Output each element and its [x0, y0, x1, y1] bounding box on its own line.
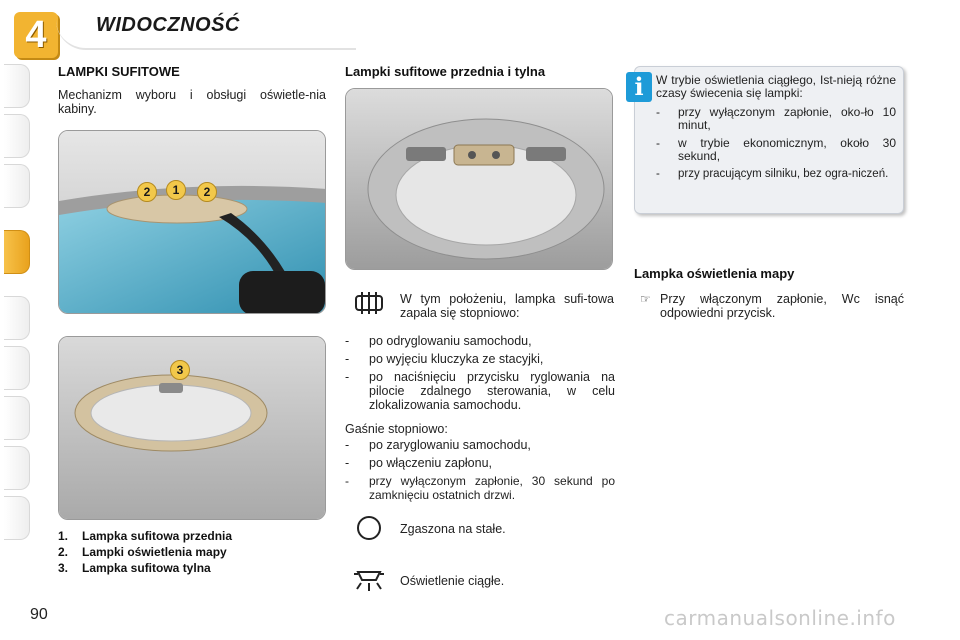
rear-ceiling-photo [58, 336, 326, 520]
legend-num: 1. [58, 529, 69, 543]
side-tab[interactable] [4, 114, 30, 158]
list-text: po zaryglowaniu samochodu, [369, 438, 531, 452]
side-tab[interactable] [4, 396, 30, 440]
map-lamp-item [640, 292, 904, 320]
on-conditions-list [345, 334, 615, 416]
list-dash: - [345, 370, 350, 384]
section-title-lampki: LAMPKI SUFITOWE [58, 64, 180, 79]
off-heading: Gaśnie stopniowo: [345, 422, 448, 436]
callout-3: 2 [197, 182, 217, 202]
photo-legend [58, 528, 328, 576]
list-text: po naciśnięciu przycisku ryglowania na pilocie zdalnego sterowania, w celu zlokalizowania samochodu. [369, 370, 615, 412]
info-icon: i [626, 72, 652, 102]
legend-text: Lampka sufitowa tylna [82, 561, 211, 575]
front-ceiling-photo [58, 130, 326, 314]
off-mode-text: Zgaszona na stałe. [400, 522, 506, 536]
legend-item [58, 560, 328, 576]
callout-rear: 3 [170, 360, 190, 380]
side-tab[interactable] [4, 446, 30, 490]
list-dash: - [656, 136, 660, 150]
legend-item [58, 544, 328, 560]
callout-2: 1 [166, 180, 186, 200]
off-conditions-list [345, 438, 615, 506]
side-tab[interactable] [4, 496, 30, 540]
callout-1: 2 [137, 182, 157, 202]
chapter-title: WIDOCZNOŚĆ [96, 14, 240, 36]
legend-num: 2. [58, 545, 69, 559]
lamp-off-icon [354, 514, 388, 542]
list-dash: - [656, 168, 660, 180]
side-tabs [0, 64, 34, 584]
list-dash: - [345, 438, 350, 452]
list-item [656, 137, 896, 163]
list-dash: - [345, 352, 350, 366]
list-text: po odryglowaniu samochodu, [369, 334, 532, 348]
side-tab[interactable] [4, 296, 30, 340]
side-tab[interactable] [4, 164, 30, 208]
list-dash: - [345, 334, 350, 348]
legend-item [58, 528, 328, 544]
info-intro: W trybie oświetlenia ciągłego, Ist-nieją różne czasy świecenia się lampki: [656, 73, 896, 100]
list-item [656, 168, 896, 181]
pointing-hand-icon: ☞ [640, 292, 651, 306]
list-dash: - [656, 105, 660, 119]
section-title-front-rear: Lampki sufitowe przednia i tylna [345, 64, 546, 79]
list-text: po wyjęciu kluczyka ze stacyjki, [369, 352, 544, 366]
lamp-on-icon [352, 566, 386, 594]
door-lamp-icon [352, 290, 386, 318]
list-dash: - [345, 456, 350, 470]
list-item [656, 106, 896, 132]
list-item [345, 352, 615, 366]
legend-num: 3. [58, 561, 69, 575]
list-text: po włączeniu zapłonu, [369, 456, 492, 470]
list-item [345, 370, 615, 412]
side-tab[interactable] [4, 64, 30, 108]
list-text: przy wyłączonym zapłonie, 30 sekund po zamknięciu ostatnich drzwi. [369, 474, 615, 502]
side-tab[interactable] [4, 346, 30, 390]
list-text: przy pracującym silniku, bez ogra-niczeń. [678, 168, 889, 180]
page-header [0, 0, 960, 58]
page-number: 90 [30, 606, 48, 623]
chapter-badge [14, 12, 58, 58]
list-text: w trybie ekonomicznym, około 30 sekund, [678, 136, 896, 163]
watermark: carmanualsonline.info [664, 606, 896, 630]
list-dash: - [345, 474, 349, 488]
list-item [345, 438, 615, 452]
chapter-number: 4 [25, 14, 47, 56]
info-list [656, 74, 896, 186]
door-mode-text: W tym położeniu, lampka sufi-towa zapala się stopniowo: [400, 292, 614, 320]
legend-text: Lampki oświetlenia mapy [82, 545, 227, 559]
intro-text: Mechanizm wyboru i obsługi oświetle-nia kabiny. [58, 88, 326, 116]
lamp-closeup-photo [345, 88, 613, 270]
list-text: przy wyłączonym zapłonie, oko-ło 10 minut, [678, 105, 896, 132]
list-item [345, 474, 615, 502]
on-mode-text: Oświetlenie ciągłe. [400, 574, 505, 588]
side-tab-active[interactable] [4, 230, 30, 274]
legend-text: Lampka sufitowa przednia [82, 529, 233, 543]
map-lamp-text: Przy włączonym zapłonie, Wc isnąć odpowiedni przycisk. [660, 292, 904, 320]
list-item [345, 456, 615, 470]
list-item [345, 334, 615, 348]
section-title-map-lamp: Lampka oświetlenia mapy [634, 266, 795, 281]
